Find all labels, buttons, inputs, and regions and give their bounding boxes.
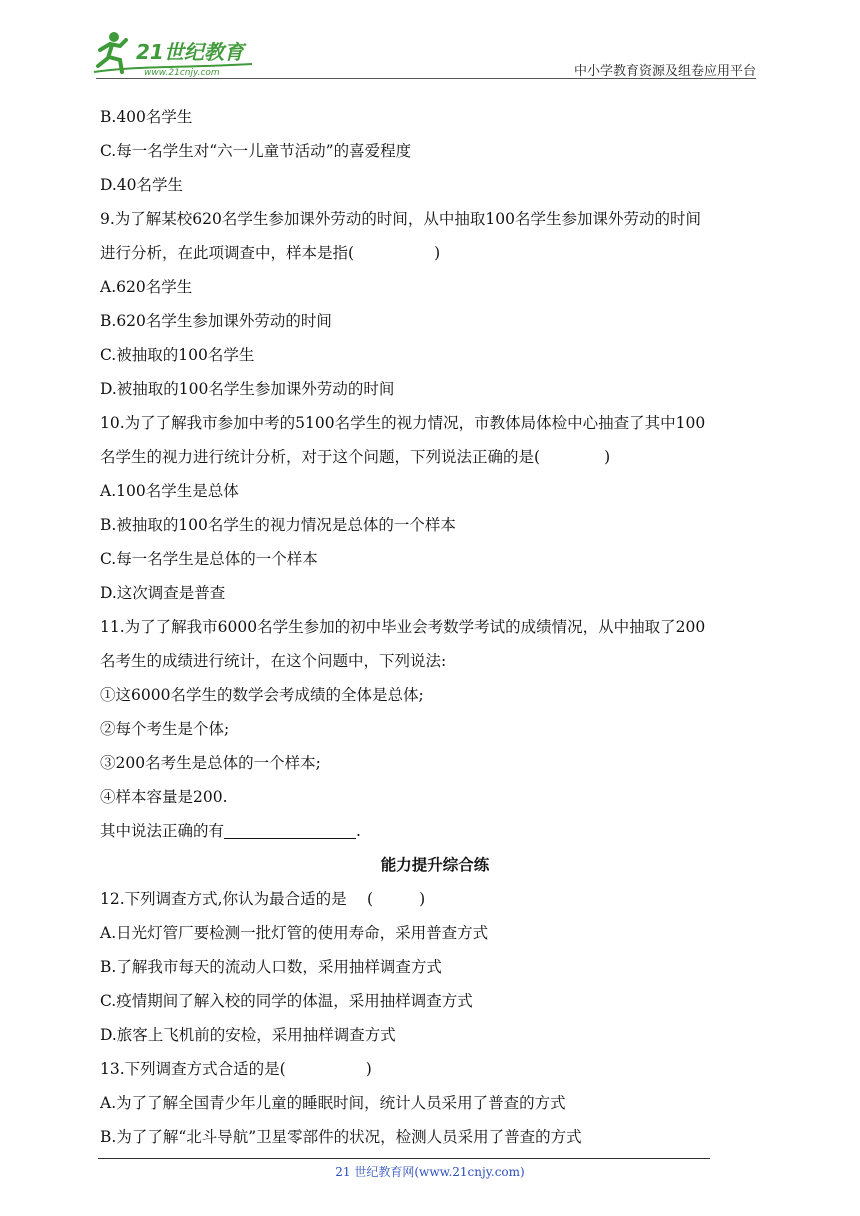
option-line: A.620名学生 <box>100 278 193 296</box>
statement-item: ④样本容量是200. <box>100 788 228 806</box>
close-paren: ) <box>365 1060 372 1078</box>
site-logo[interactable] <box>92 28 262 80</box>
footer-link[interactable]: 21 世纪教育网(www.21cnjy.com) <box>335 1165 525 1179</box>
question-12-text: 12.下列调查方式,你认为最合适的是 ( <box>100 890 374 908</box>
option-line: D.旅客上飞机前的安检，采用抽样调查方式 <box>100 1026 396 1044</box>
question-13-text: 13.下列调查方式合适的是( <box>100 1060 286 1078</box>
option-line: C.每一名学生是总体的一个样本 <box>100 550 318 568</box>
option-line: B.被抽取的100名学生的视力情况是总体的一个样本 <box>100 516 456 534</box>
option-line: C.疫情期间了解入校的同学的体温，采用抽样调查方式 <box>100 992 473 1010</box>
question-9-stem-cont <box>100 236 770 270</box>
fill-in-blank[interactable] <box>224 820 356 839</box>
option-line: B.为了了解“北斗导航”卫星零部件的状况，检测人员采用了普查的方式 <box>100 1128 582 1146</box>
question-12-stem <box>100 882 770 916</box>
statement-item: ③200名考生是总体的一个样本; <box>100 754 321 772</box>
page-header <box>0 0 860 90</box>
option-line: B.620名学生参加课外劳动的时间 <box>100 312 332 330</box>
option-line: B.400名学生 <box>100 108 193 126</box>
statement-item: ①这6000名学生的数学会考成绩的全体是总体; <box>100 686 424 704</box>
svg-text:www.21cnjy.com: www.21cnjy.com <box>144 68 220 78</box>
close-paren: ) <box>434 244 441 262</box>
option-line: C.被抽取的100名学生 <box>100 346 255 364</box>
period: . <box>356 822 361 840</box>
statement-item: ②每个考生是个体; <box>100 720 230 738</box>
document-body <box>100 100 770 1154</box>
option-line: C.每一名学生对“六一儿童节活动”的喜爱程度 <box>100 142 412 160</box>
platform-name: 中小学教育资源及组卷应用平台 <box>573 64 756 79</box>
question-10-text: 名学生的视力进行统计分析，对于这个问题，下列说法正确的是( <box>100 448 541 466</box>
close-paren: ) <box>419 890 426 908</box>
question-9-stem: 9.为了解某校620名学生参加课外劳动的时间，从中抽取100名学生参加课外劳动的时间 <box>100 210 701 228</box>
option-line: A.日光灯管厂要检测一批灯管的使用寿命，采用普查方式 <box>100 924 489 942</box>
svg-text:21世纪教育: 21世纪教育 <box>136 40 244 64</box>
answer-prompt: 其中说法正确的有 <box>100 822 225 840</box>
option-line: A.100名学生是总体 <box>100 482 239 500</box>
option-line: A.为了了解全国青少年儿童的睡眠时间，统计人员采用了普查的方式 <box>100 1094 566 1112</box>
footer-divider <box>98 1158 710 1159</box>
question-9-text: 进行分析，在此项调查中，样本是指( <box>100 244 355 262</box>
header-divider <box>96 78 756 79</box>
option-line: B.了解我市每天的流动人口数，采用抽样调查方式 <box>100 958 442 976</box>
question-11-answer-line <box>100 814 770 848</box>
section-title: 能力提升综合练 <box>380 856 490 874</box>
option-line: D.被抽取的100名学生参加课外劳动的时间 <box>100 380 395 398</box>
close-paren: ) <box>604 448 611 466</box>
option-line: D.这次调查是普查 <box>100 584 226 602</box>
question-13-stem <box>100 1052 770 1086</box>
runner-logo-icon <box>92 28 262 80</box>
question-11-stem: 11.为了了解我市6000名学生参加的初中毕业会考数学考试的成绩情况，从中抽取了200 <box>100 618 706 636</box>
question-10-stem: 10.为了了解我市参加中考的5100名学生的视力情况，市教体局体检中心抽查了其中100 <box>100 414 706 432</box>
question-10-stem-cont <box>100 440 770 474</box>
option-line: D.40名学生 <box>100 176 184 194</box>
question-11-stem-cont: 名考生的成绩进行统计，在这个问题中，下列说法: <box>100 652 447 670</box>
